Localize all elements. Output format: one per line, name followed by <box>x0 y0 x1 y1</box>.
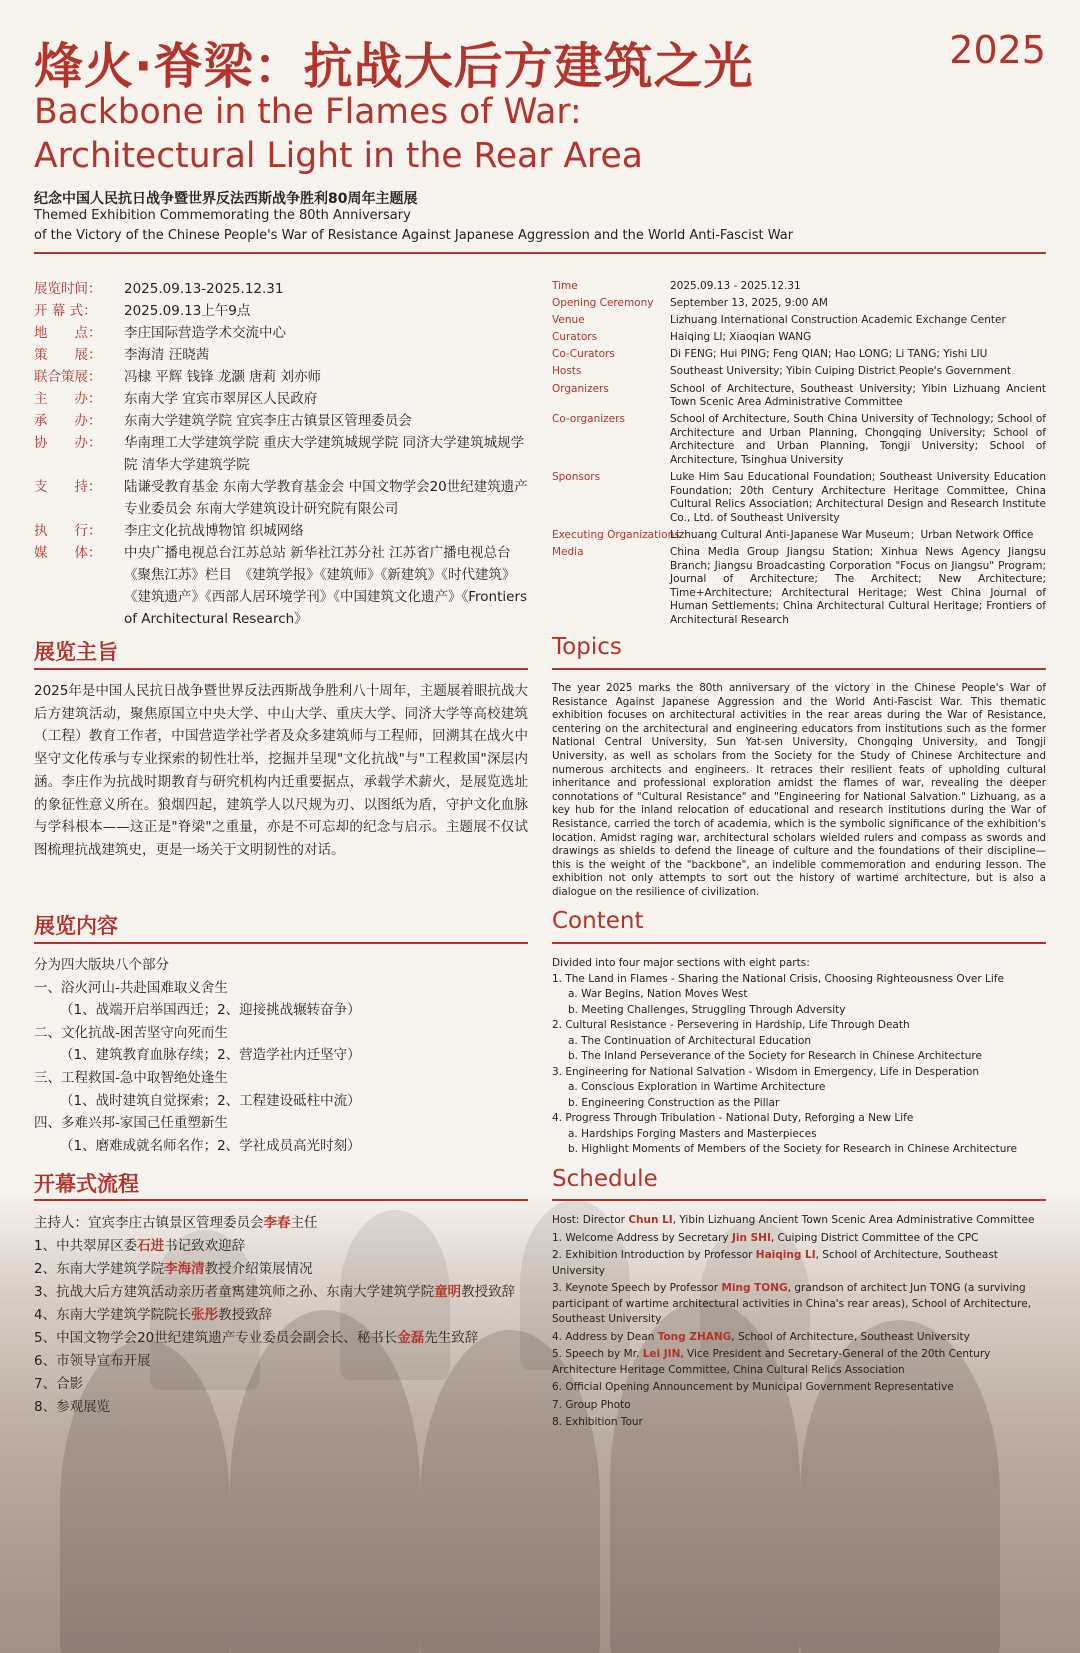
content-list-en <box>552 956 1046 1158</box>
info-label: Opening Ceremony <box>552 297 654 310</box>
info-value: 李庄国际营造学术交流中心 <box>124 325 286 341</box>
info-value: 2025.09.13 - 2025.12.31 <box>670 280 801 292</box>
person-name: Jin SHI <box>731 1231 771 1244</box>
info-value: Lizhuang Cultural Anti-Japanese War Museum；Urban Network Office <box>670 529 1034 541</box>
section-divider <box>34 942 528 944</box>
content-subsection: （1、建筑教育血脉存续；2、营造学社内迁坚守） <box>60 1047 361 1064</box>
info-row <box>552 331 1046 345</box>
schedule-item <box>552 1213 1046 1229</box>
person-name: Chun LI <box>628 1214 673 1226</box>
info-label: 支 持： <box>34 479 102 495</box>
schedule-text: 7. Group Photo <box>552 1398 631 1411</box>
title-cn: 烽火·脊梁：抗战大后方建筑之光 <box>34 38 754 95</box>
content-subsection: a. War Begins, Nation Moves West <box>568 988 748 1000</box>
schedule-text: , Vice President and Secretary-General of the 20th Century Architecture Heritage Committee, China Cultural Relics Association <box>552 1348 991 1376</box>
content-section: 3. Engineering for National Salvation - Wisdom in Emergency, Life in Desperation <box>552 1065 979 1078</box>
content-intro: Divided into four major sections with eight parts: <box>552 957 810 969</box>
schedule-list-cn <box>34 1212 554 1419</box>
schedule-item <box>552 1330 1046 1346</box>
info-label: 承 办： <box>34 413 102 429</box>
schedule-item <box>34 1235 554 1258</box>
schedule-text: 8. Exhibition Tour <box>552 1416 643 1428</box>
info-row <box>552 297 1046 311</box>
schedule-item <box>552 1281 1046 1328</box>
schedule-item <box>34 1350 554 1373</box>
schedule-item <box>34 1281 554 1304</box>
schedule-text: , grandson of architect Jun TONG (a surviving participant of wartime architectural activities in China's rear areas), School of Architecture, Southeast University <box>552 1282 1032 1325</box>
schedule-item <box>552 1380 1046 1396</box>
info-label: Curators <box>552 331 598 344</box>
schedule-item <box>34 1212 554 1235</box>
schedule-text: 7、合影 <box>34 1376 84 1392</box>
info-value: 2025.09.13-2025.12.31 <box>124 281 284 297</box>
info-row <box>34 476 534 520</box>
info-label: 联合策展： <box>34 369 102 385</box>
schedule-text: 教授致辞 <box>461 1284 516 1300</box>
schedule-text: 教授致辞 <box>218 1307 273 1323</box>
info-label: Executing Organizations <box>552 529 680 541</box>
info-value: Lizhuang International Construction Academic Exchange Center <box>670 314 1006 327</box>
content-list-cn <box>34 954 534 1157</box>
schedule-text: 5. Speech by Mr. <box>552 1348 643 1360</box>
info-row <box>34 322 534 344</box>
schedule-item <box>552 1415 1046 1431</box>
schedule-text: 3. Keynote Speech by Professor <box>552 1282 722 1294</box>
info-value: Di FENG; Hui PING; Feng QIAN; Hao LONG; Li TANG; Yishi LIU <box>670 348 988 361</box>
info-value: 陆谦受教育基金 东南大学教育基金会 中国文物学会20世纪建筑遗产专业委员会 东南大学建筑设计研究院有限公司 <box>124 479 528 517</box>
person-name: Tong ZHANG <box>657 1330 732 1343</box>
schedule-text: , Yibin Lizhuang Ancient Town Scenic Area Administrative Committee <box>672 1214 1035 1226</box>
schedule-text: 2. Exhibition Introduction by Professor <box>552 1249 756 1261</box>
person-name: 李海清 <box>164 1261 205 1277</box>
schedule-text: , School of Architecture, Southeast University <box>731 1330 970 1343</box>
content-subsection: a. Hardships Forging Masters and Masterpieces <box>568 1127 817 1140</box>
schedule-text: 2、东南大学建筑学院 <box>34 1261 165 1277</box>
title-en <box>34 90 643 178</box>
info-row <box>34 542 534 630</box>
info-label: 开 幕 式： <box>34 303 97 319</box>
info-value: Southeast University; Yibin Cuiping District People's Government <box>670 365 1011 378</box>
content-subsection: a. Conscious Exploration in Wartime Architecture <box>568 1081 826 1093</box>
info-row <box>34 344 534 366</box>
schedule-item <box>34 1396 554 1419</box>
person-name: 李春 <box>263 1215 291 1231</box>
info-label: 策 展： <box>34 347 102 363</box>
content-subsection: （1、战端开启举国西迁；2、迎接挑战辗转奋争） <box>60 1002 361 1019</box>
info-value: School of Architecture, Southeast University; Yibin Lizhuang Ancient Town Scenic Area Administrative Committee <box>670 382 1046 409</box>
info-value: 华南理工大学建筑学院 重庆大学建筑城规学院 同济大学建筑城规学院 清华大学建筑学院 <box>124 435 525 473</box>
title-en-line2: Architectural Light in the Rear Area <box>34 136 643 176</box>
info-value: China Media Group Jiangsu Station; Xinhua News Agency Jiangsu Branch; Jiangsu Broadcasting Corporation "Focus on Jiangsu" Program; Journal of Architecture; The Architect; New Architecture; Time+Architecture; Architectural Heritage; West China Journal of Human Settlements; China Architectural Cultural Heritage; Frontiers of Architectural Research <box>670 546 1046 627</box>
info-label: Venue <box>552 314 585 327</box>
info-row <box>552 471 1046 525</box>
schedule-text: 先生致辞 <box>424 1330 479 1346</box>
schedule-item <box>552 1398 1046 1414</box>
person-name: 金磊 <box>397 1330 425 1346</box>
year: 2025 <box>949 28 1046 72</box>
content-subsection: a. The Continuation of Architectural Education <box>568 1034 812 1047</box>
title-en-line1: Backbone in the Flames of War: <box>34 92 582 132</box>
info-value: 冯棣 平辉 钱锋 龙灏 唐莉 刘亦师 <box>124 369 321 385</box>
section-heading-theme-cn: 展览主旨 <box>34 640 118 664</box>
schedule-item <box>552 1231 1046 1247</box>
info-value: 2025.09.13上午9点 <box>124 303 251 319</box>
schedule-item <box>552 1347 1046 1378</box>
schedule-text: 6. Official Opening Announcement by Municipal Government Representative <box>552 1381 954 1393</box>
person-name: 张彤 <box>191 1307 219 1323</box>
subtitle-en <box>34 206 793 246</box>
schedule-item <box>34 1258 554 1281</box>
info-row <box>552 413 1046 467</box>
section-divider <box>34 668 528 670</box>
schedule-text: 5、中国文物学会20世纪建筑遗产专业委员会副会长、秘书长 <box>34 1330 398 1346</box>
info-label: Time <box>552 280 578 292</box>
info-row <box>34 366 534 388</box>
section-divider <box>34 1199 528 1201</box>
info-row <box>552 348 1046 362</box>
content-subsection: b. The Inland Perseverance of the Society for Research in Chinese Architecture <box>568 1050 982 1062</box>
person-name: Ming TONG <box>721 1282 788 1294</box>
info-row <box>34 432 534 476</box>
schedule-text: 4、东南大学建筑学院院长 <box>34 1307 192 1323</box>
info-row <box>34 388 534 410</box>
info-value: 东南大学 宜宾市翠屏区人民政府 <box>124 391 318 407</box>
person-name: 童明 <box>434 1284 462 1300</box>
schedule-text: 8、参观展览 <box>34 1399 111 1415</box>
content-section: 4. Progress Through Tribulation - National Duty, Reforging a New Life <box>552 1112 914 1124</box>
subtitle-en-line2: of the Victory of the Chinese People's War of Resistance Against Japanese Aggression and the World Anti-Fascist War <box>34 228 794 243</box>
schedule-text: , Cuiping District Committee of the CPC <box>770 1231 979 1244</box>
topics-text-en: The year 2025 marks the 80th anniversary of the victory in the Chinese People's War of Resistance Against Japanese Aggression and the World Anti-Fascist War. This thematic exhibition focuses on architectural activities in the rear areas during the War of Resistance, centering on the architectural and engineering educators from institutions such as the former National Central University, Sun Yat-sen University, Chongqing University, and Tongji University, as well as scholars from the Society for the Study of Chinese Architecture and numerous architects and engineers. It retraces their resilient feats of upholding cultural inheritance and professional exploration amidst the flames of war, revealing the deeper connotations of "Cultural Resistance" and "Engineering for National Salvation." Lizhuang, as a key hub for the inland relocation of educational and research institutions during the War of Resistance, carried the torch of academia, which is the symbolic significance of the exhibition's location. Amidst raging war, architectural scholars wielded rulers and compass as swords and drawings as shields to defend the lineage of culture and the foundations of their discipline—this is the weight of the "backbone", an indelible commemoration and enduring lesson. The exhibition not only attempts to sort out the history of wartime architecture, but is also a dialogue on the resilience of civilization. <box>552 682 1046 898</box>
info-value: Luke Him Sau Educational Foundation; Southeast University Education Foundation; 20th Century Architecture Heritage Committee, China Cultural Relics Association; Architectural Design and Research Institute Co., Ltd. of Southeast University <box>670 471 1046 524</box>
person-name: Lei JIN <box>642 1348 681 1360</box>
info-list-en <box>552 280 1046 631</box>
info-row <box>552 546 1046 628</box>
info-value: 中央广播电视总台江苏总站 新华社江苏分社 江苏省广播电视总台《聚焦江苏》栏目 《建筑学报》《建筑师》《新建筑》《时代建筑》《建筑遗产》《西部人居环境学刊》《中国建筑文化遗产》《Frontiers of Architectural Research》 <box>124 545 528 627</box>
schedule-text: 1. Welcome Address by Secretary <box>552 1231 732 1244</box>
header-divider <box>34 252 1046 254</box>
content-subsection: b. Engineering Construction as the Pillar <box>568 1096 780 1109</box>
info-row <box>34 300 534 322</box>
content-subsection: b. Highlight Moments of Members of the Society for Research in Chinese Architecture <box>568 1143 1017 1155</box>
content-section: 1. The Land in Flames - Sharing the National Crisis, Choosing Righteousness Over Life <box>552 972 1004 985</box>
section-divider <box>552 942 1046 944</box>
section-divider <box>552 668 1046 670</box>
section-heading-schedule-en: Schedule <box>552 1166 658 1192</box>
info-row <box>34 520 534 542</box>
info-value: 李庄文化抗战博物馆 织城网络 <box>124 523 304 539</box>
content-section: 二、文化抗战-困苦坚守向死而生 <box>34 1024 228 1041</box>
info-row <box>552 314 1046 328</box>
schedule-list-en <box>552 1213 1046 1433</box>
schedule-text: 主任 <box>290 1215 318 1231</box>
info-row <box>552 383 1046 410</box>
section-heading-schedule-cn: 开幕式流程 <box>34 1172 139 1196</box>
info-row <box>552 280 1046 294</box>
section-heading-content-cn: 展览内容 <box>34 914 118 938</box>
section-divider <box>552 1199 1046 1201</box>
content-intro: 分为四大版块八个部分 <box>34 957 169 973</box>
info-label: Media <box>552 546 584 559</box>
content-section: 四、多难兴邦-家国己任重塑新生 <box>34 1115 228 1132</box>
content-section: 2. Cultural Resistance - Persevering in Hardship, Life Through Death <box>552 1019 910 1031</box>
schedule-text: 1、中共翠屏区委 <box>34 1238 138 1254</box>
content-subsection: （1、战时建筑自觉探索；2、工程建设砥柱中流） <box>60 1092 361 1109</box>
schedule-text: 书记致欢迎辞 <box>164 1238 246 1254</box>
schedule-item <box>34 1327 554 1350</box>
info-value: School of Architecture, South China University of Technology; School of Architecture and Urban Planning, Chongqing University; School of Architecture and Urban Planning, Tongji University; School of Architecture, Tsinghua University <box>670 413 1046 467</box>
content-subsection: b. Meeting Challenges, Struggling Through Adversity <box>568 1003 846 1016</box>
section-heading-topics-en: Topics <box>552 634 622 660</box>
info-value: 李海清 汪晓茜 <box>124 347 210 363</box>
info-list-cn <box>34 278 534 630</box>
info-label: 媒 体： <box>34 545 102 561</box>
info-label: Co-Curators <box>552 348 615 361</box>
info-label: 地 点： <box>34 325 102 341</box>
section-heading-content-en: Content <box>552 908 644 934</box>
info-label: Sponsors <box>552 471 601 484</box>
info-label: Organizers <box>552 382 609 395</box>
info-label: 展览时间： <box>34 281 102 297</box>
schedule-item <box>34 1304 554 1327</box>
schedule-text: , School of Architecture, Southeast University <box>552 1249 998 1277</box>
person-name: Haiqing LI <box>755 1249 816 1261</box>
info-value: 东南大学建筑学院 宜宾李庄古镇景区管理委员会 <box>124 413 412 429</box>
schedule-text: 4. Address by Dean <box>552 1330 658 1343</box>
content-subsection: （1、磨难成就名师名作；2、学社成员高光时刻） <box>60 1137 361 1154</box>
schedule-text: 3、抗战大后方建筑活动亲历者童寯建筑师之孙、东南大学建筑学院 <box>34 1284 435 1300</box>
schedule-text: 教授介绍策展情况 <box>204 1261 313 1277</box>
info-row <box>34 410 534 432</box>
content-section: 三、工程救国-急中取智绝处逢生 <box>34 1069 228 1086</box>
person-name: 石进 <box>137 1238 165 1254</box>
info-value: September 13, 2025, 9:00 AM <box>670 297 828 310</box>
schedule-text: Host: Director <box>552 1214 629 1226</box>
info-label: 执 行： <box>34 523 102 539</box>
schedule-item <box>552 1248 1046 1279</box>
info-label: Hosts <box>552 365 582 378</box>
schedule-item <box>34 1373 554 1396</box>
info-label: 协 办： <box>34 435 102 451</box>
schedule-text: 6、市领导宣布开展 <box>34 1353 151 1369</box>
content-section: 一、浴火河山-共赴国难取义舍生 <box>34 979 228 996</box>
info-row <box>552 365 1046 379</box>
theme-text-cn: 2025年是中国人民抗日战争暨世界反法西斯战争胜利八十周年，主题展着眼抗战大后方建筑活动，聚焦原国立中央大学、中山大学、重庆大学、同济大学等高校建筑（工程）教育工作者，中国营造学社学者及众多建筑师与工程师，回溯其在战火中坚守文化传承与专业探索的韧性壮举，挖掘并呈现"文化抗战"与"工程救国"深层内涵。李庄作为抗战时期教育与研究机构内迁重要据点，承载学术薪火，是展览选址的象征性意义所在。狼烟四起，建筑学人以尺规为刃、以图纸为盾，守护文化血脉与学科根本——这正是"脊梁"之重量，亦是不可忘却的纪念与启示。主题展不仅试图梳理抗战建筑史，更是一场关于文明韧性的对话。 <box>34 683 528 858</box>
info-row <box>552 529 1046 543</box>
info-label: Co-organizers <box>552 413 625 426</box>
schedule-text: 主持人：宜宾李庄古镇景区管理委员会 <box>34 1215 264 1231</box>
info-row <box>34 278 534 300</box>
info-label: 主 办： <box>34 391 102 407</box>
info-value: Haiqing LI; Xiaoqian WANG <box>670 331 812 344</box>
subtitle-cn: 纪念中国人民抗日战争暨世界反法西斯战争胜利80周年主题展 <box>34 191 418 207</box>
subtitle-en-line1: Themed Exhibition Commemorating the 80th Anniversary <box>34 208 411 223</box>
